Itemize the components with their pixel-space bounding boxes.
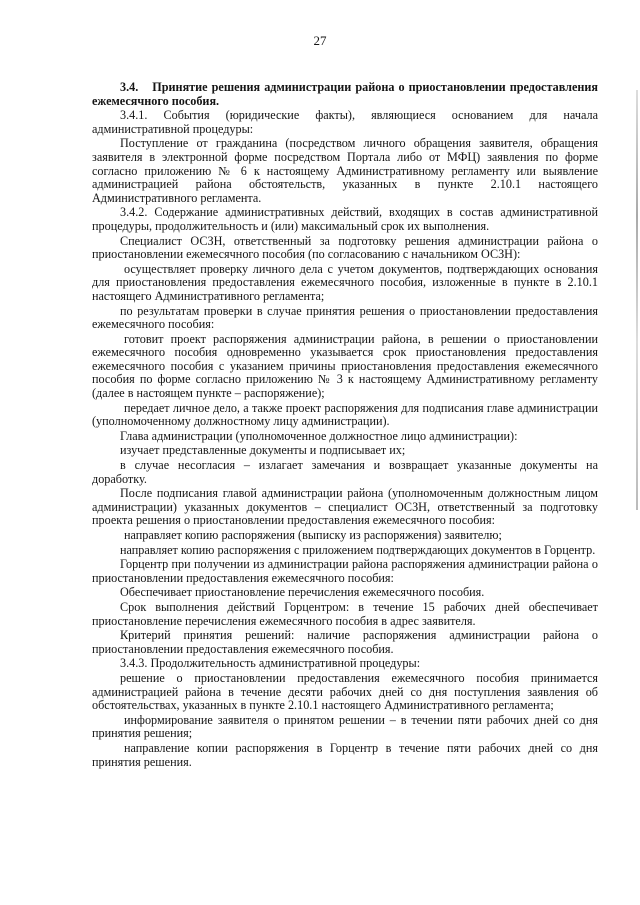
document-body [92, 81, 598, 770]
page-number: 27 [313, 33, 327, 48]
paragraph-specialist: Специалист ОСЗН, ответственный за подготовку решения администрации района о приостановлении ежемесячного пособия (по согласованию с начальником ОСЗН): [92, 233, 598, 262]
paragraph-decision-term: решение о приостановлении предоставления ежемесячного пособия принимается администрацией района в течение десяти рабочих дней со дня поступления заявления об обстоятельствах, указанных в пункте 2.10.1 настоящего Административного регламента; [92, 670, 598, 713]
section-heading [92, 81, 598, 108]
paragraph-decision-criterion: Критерий принятия решений: наличие распоряжения администрации района о приостановлении предоставления ежемесячного пособия. [92, 628, 598, 656]
paragraph-head-of-administration: Глава администрации (уполномоченное должностное лицо администрации): [120, 428, 518, 443]
paragraph-sends-copy-applicant: направляет копию распоряжения (выписку из распоряжения) заявителю; [124, 528, 502, 542]
paragraph-disagreement: в случае несогласия – излагает замечания и возвращает указанные документы на доработку. [92, 458, 598, 486]
paragraph-prepares-draft: готовит проект распоряжения администрации района, в решении о приостановлении ежемесячного пособия одновременно указывается срок приостановления предоставления ежемесячного пособия с указанием причины приостановления предоставления ежемесячного пособия по форме согласно приложению № 3 к настоящему Административному регламенту (далее в настоящем пункте – распоряжение); [92, 331, 598, 401]
paragraph-gorcentr-receives: Горцентр при получении из администрации района распоряжения администрации района о приостановлении предоставления ежемесячного пособия: [92, 557, 598, 585]
paragraph-informing-applicant: информирование заявителя о принятом решении – в течении пяти рабочих дней со дня принятия решения; [92, 712, 598, 741]
paragraph-3-4-3: 3.4.3. Продолжительность административной процедуры: [120, 656, 421, 671]
paragraph-after-signing: После подписания главой администрации района (уполномоченным должностным лицом администрации) указанных документов – специалист ОСЗН, ответственный за подготовку проекта решения о приостановлении предоставления ежемесячного пособия: [92, 486, 598, 528]
paragraph-studies-documents: изучает представленные документы и подписывает их; [120, 443, 406, 458]
section-heading-number: 3.4. [120, 80, 139, 94]
paragraph-sending-to-gorcentr: направление копии распоряжения в Горцентр в течение пяти рабочих дней со дня принятия решения. [92, 740, 598, 769]
paragraph-ensures-suspension: Обеспечивает приостановление перечисления ежемесячного пособия. [120, 585, 485, 600]
paragraph-sends-copy-gorcentr: направляет копию распоряжения с приложением подтверждающих документов в Горцентр. [120, 542, 596, 557]
paragraph-3-4-1: 3.4.1. События (юридические факты), являющиеся основанием для начала административной процедуры: [92, 108, 598, 136]
paragraph-3-4-2: 3.4.2. Содержание административных действий, входящих в состав административной процедуры, продолжительность и (или) максимальный срок их выполнения. [92, 205, 598, 233]
section-heading-title: Принятие решения администрации района о приостановлении предоставления ежемесячного пособия. [92, 80, 598, 108]
paragraph-check-results: по результатам проверки в случае принятия решения о приостановлении предоставления ежемесячного пособия: [92, 303, 598, 332]
scan-edge-shadow [636, 90, 638, 510]
paragraph-deadline-gorcentr: Срок выполнения действий Горцентром: в течение 15 рабочих дней обеспечивает приостановление перечисления ежемесячного пособия в адрес заявителя. [92, 599, 598, 628]
paragraph-passes-file: передает личное дело, а также проект распоряжения для подписания главе администрации (уполномоченному должностному лицу администрации). [92, 400, 598, 429]
paragraph-grounds: Поступление от гражданина (посредством личного обращения заявителя, обращения заявителя в электронной форме посредством Портала либо от МФЦ) заявления по форме согласно приложению № 6 к настоящему Административному регламенту или выявление администрацией района обстоятельств, указанных в пункте 2.10.1 настоящего Административного регламента. [92, 136, 598, 205]
paragraph-checks-file: осуществляет проверку личного дела с учетом документов, подтверждающих основания для приостановления предоставления ежемесячного пособия, изложенные в пункте в 2.10.1 настоящего Административного регламента; [92, 261, 598, 303]
